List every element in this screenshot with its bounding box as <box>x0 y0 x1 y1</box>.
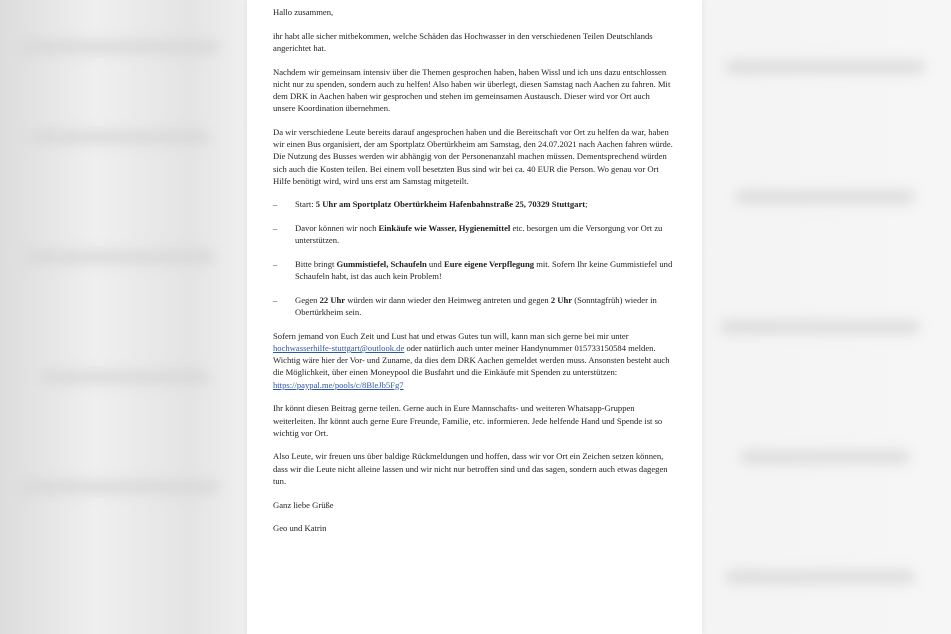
list-item-start: – Start: 5 Uhr am Sportplatz Obertürkheim Hafenbahnstraße 25, 70329 Stuttgart; <box>273 199 588 210</box>
closing: Ganz liebe Grüße <box>273 499 334 510</box>
blurred-text-band <box>735 190 915 204</box>
greeting: Hallo zusammen, <box>273 7 334 17</box>
blurred-text-band <box>30 130 210 144</box>
dash-bullet: – <box>273 199 278 210</box>
list-item-equipment: – Bitte bringt Gummistiefel, Schaufeln und Eure eigene Verpflegung mit. Sofern Ihr keine Gummistiefel und Schaufeln habt, ist das auch kein Problem! <box>273 259 673 282</box>
list-item-return: – Gegen 22 Uhr würden wir dann wieder den Heimweg antreten und gegen 2 Uhr (Sonntagfrüh) wieder in Obertürkheim sein. <box>273 294 657 318</box>
details-list <box>273 198 673 318</box>
blurred-text-band <box>20 40 220 54</box>
paragraph-decision: Nachdem wir gemeinsam intensiv über die Themen gesprochen haben, haben Wissl und ich uns dazu entschlossen nicht nur zu spenden, sondern auch zu helfen! Also haben wir überlegt, diesen Samstag nach Aachen zu fahren. Mit dem DRK in Aachen haben wir gesprochen und stehen im gemeinsamen Austausch. Dieser wird vor Ort auch unsere Koordination übernehmen. <box>273 66 671 114</box>
email-link[interactable]: hochwasserhilfe-stuttgart@outlook.de <box>273 343 405 354</box>
blurred-text-band <box>20 480 220 494</box>
paragraph-share: Ihr könnt diesen Beitrag gerne teilen. Gerne auch in Eure Mannschafts- und weiteren Whatsapp-Gruppen weiterleiten. Ihr könnt auch gerne Eure Freunde, Familie, etc. informieren. Jede helfende Hand und Spende ist so wichtig vor Ort. <box>273 403 663 438</box>
blurred-text-band <box>725 570 915 584</box>
paragraph-contact: Sofern jemand von Euch Zeit und Lust hat und etwas Gutes tun will, kann man sich gerne bei mir unter hochwasserhilfe-stuttgart@outlook.de oder natürlich auch unter meiner Handynummer 015733150584 melden. Wichtig wäre hier der Vor- und Zuname, da dies dem DRK Aachen gemeldet werden muss. Ansonsten besteht auch die Möglichkeit, über einen Moneypool die Busfahrt und die Einkäufe mit Spenden zu unterstützen: https://paypal.me/pools/c/8BleJb5Fg7 <box>273 330 670 390</box>
paragraph-closing-remark: Also Leute, wir freuen uns über baldige Rückmeldungen und hoffen, dass wir vor Ort ein Zeichen setzen können, dass wir die Leute nicht alleine lassen und wir nicht nur betroffen sind und das sagen, sondern auch etwas dagegen tun. <box>273 451 668 486</box>
blurred-text-band <box>725 60 925 74</box>
list-item-shopping: – Davor können wir noch Einkäufe wie Wasser, Hygienemittel etc. besorgen um die Versorgung vor Ort zu unterstützen. <box>273 223 663 246</box>
dash-bullet: – <box>273 294 278 305</box>
paragraph-intro: ihr habt alle sicher mitbekommen, welche Schäden das Hochwasser in den verschiedenen Teilen Deutschlands angerichtet hat. <box>273 30 653 53</box>
signature: Geo und Katrin <box>273 523 327 534</box>
dash-bullet: – <box>273 259 278 270</box>
dash-bullet: – <box>273 223 278 234</box>
start-location: 5 Uhr am Sportplatz Obertürkheim Hafenbahnstraße 25, 70329 Stuttgart <box>315 199 586 210</box>
blurred-text-band <box>40 370 210 384</box>
blurred-text-band <box>720 320 920 334</box>
letter-body <box>273 6 673 546</box>
blurred-text-band <box>740 450 910 464</box>
blurred-text-band <box>25 250 215 264</box>
paypal-link[interactable]: https://paypal.me/pools/c/8BleJb5Fg7 <box>273 379 404 390</box>
paragraph-bus: Da wir verschiedene Leute bereits darauf angesprochen haben und die Bereitschaft vor Ort zu helfen da war, haben wir einen Bus organisiert, der am Sportplatz Obertürkheim am Samstag, den 24.07.2021 nach Aachen fahren würde. Die Nutzung des Busses werden wir abhängig von der Personenanzahl machen müssen. Dementsprechend würden sich auch die Kosten teilen. Bei einem voll besetzten Bus sind wir bei ca. 40 EUR die Person. Wo genau vor Ort Hilfe benötigt wird, wird uns erst am Samstag mitgeteilt. <box>273 126 673 186</box>
letter-page <box>247 0 702 634</box>
